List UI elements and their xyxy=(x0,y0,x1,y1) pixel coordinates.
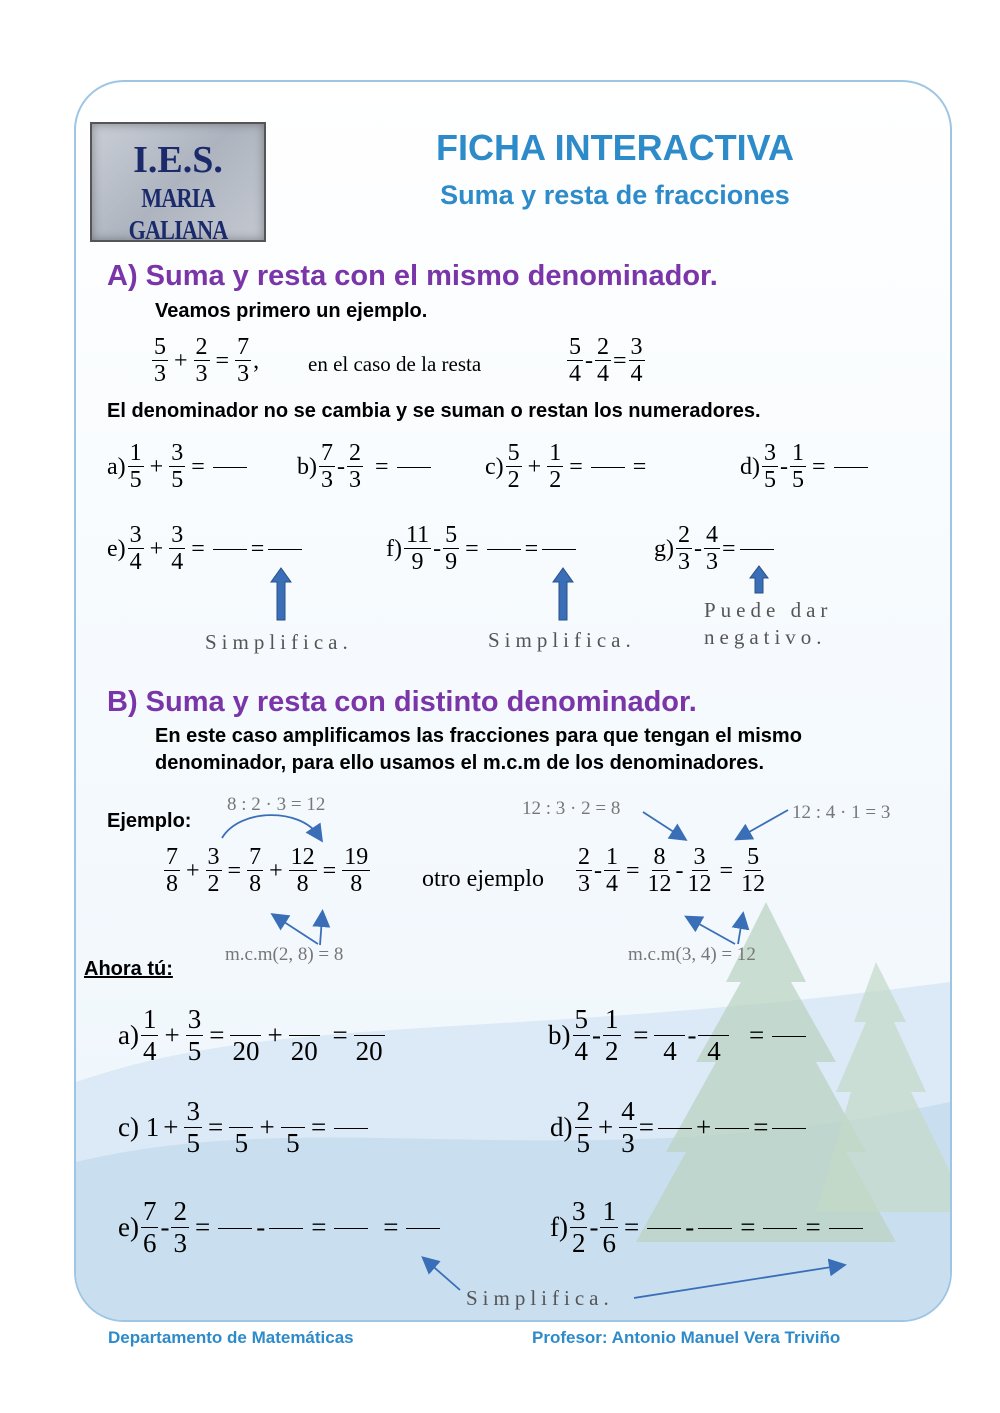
logo-line-1: I.E.S. xyxy=(133,139,223,181)
answer-fraction[interactable]: 4 xyxy=(698,1005,729,1067)
example-label: Ejemplo: xyxy=(107,810,192,832)
exercise-b-d: d) $\frac{2}{5}$ + $\frac{4}{3}$ = + = xyxy=(550,1097,810,1159)
arrow-simplify-left xyxy=(428,1262,460,1290)
section-b-title: B) Suma y resta con distinto denominador. xyxy=(107,686,697,718)
arrow-up-e xyxy=(271,568,291,620)
section-a-title: A) Suma y resta con el mismo denominador. xyxy=(107,260,718,292)
example-subtract: $\frac{5}{4}$ - $\frac{2}{4}$ = $\frac{3}{4}$ xyxy=(569,334,643,388)
arrow-lcm-2-right xyxy=(738,920,742,944)
example-2-note-left: 12 : 3 · 2 = 8 xyxy=(522,798,621,819)
example-1-note-top: 8 : 2 · 3 = 12 xyxy=(227,794,326,815)
section-a-rule: El denominador no se cambia y se suman o restan los numeradores. xyxy=(107,400,761,422)
example-sum: $\frac{5}{3}$ + $\frac{2}{3}$ = $\frac{7}{3}$ , xyxy=(154,334,260,388)
note-negative-2: negativo. xyxy=(704,625,827,649)
note-negative-1: Puede dar xyxy=(704,598,833,622)
arrow-note-right xyxy=(742,810,788,836)
exercise-b-b: b) $\frac{5}{4}$ - $\frac{1}{2}$ = 4 - 4 = xyxy=(548,1005,810,1067)
example-middle-text: en el caso de la resta xyxy=(308,352,482,376)
arrow-note-left xyxy=(643,812,680,836)
example-2-note-bottom: m.c.m(3, 4) = 12 xyxy=(628,944,756,965)
exercise-a-f: f) $\frac{11}{9}$ - $\frac{5}{9}$ = = xyxy=(386,522,580,577)
exercise-a-b: b) $\frac{7}{3}$ - $\frac{2}{3}$ = xyxy=(297,440,435,495)
footer-teacher: Profesor: Antonio Manuel Vera Triviño xyxy=(532,1328,841,1347)
arrow-up-f xyxy=(553,568,573,620)
arrow-lcm-1-right xyxy=(320,918,322,945)
example-2-middle-text: otro ejemplo xyxy=(422,866,544,892)
exercise-a-d: d) $\frac{3}{5}$ - $\frac{1}{5}$ = xyxy=(740,440,872,495)
note-simplify-b: Simplifica. xyxy=(466,1286,614,1310)
note-simplify-f: Simplifica. xyxy=(488,628,636,652)
section-a-intro: Veamos primero un ejemplo. xyxy=(155,300,428,322)
logo-line-2: MARIA GALIANA xyxy=(128,183,228,245)
note-simplify-e: Simplifica. xyxy=(205,630,353,654)
arrow-lcm-1-left xyxy=(278,918,318,944)
example-1-note-bottom: m.c.m(2, 8) = 8 xyxy=(225,944,344,965)
page-title: FICHA INTERACTIVA xyxy=(436,127,794,168)
now-you-label: Ahora tú: xyxy=(84,958,173,980)
answer-fraction[interactable]: 5 xyxy=(229,1097,253,1159)
exercise-b-a: a) $\frac{1}{4}$ + $\frac{3}{5}$ = 20 + 20 = 20 xyxy=(118,1004,383,1066)
exercise-b-f: f) $\frac{3}{2}$ - $\frac{1}{6}$ = - = = xyxy=(550,1197,867,1259)
exercise-a-a: a) $\frac{1}{5}$ + $\frac{3}{5}$ = xyxy=(107,440,251,495)
example-2: $\frac{2}{3}$ - $\frac{1}{4}$ = $\frac{8}{12}$ - $\frac{3}{12}$ = $\frac{5}{12}$ xyxy=(578,844,766,898)
arrow-lcm-2-left xyxy=(692,920,735,944)
answer-fraction[interactable]: 20 xyxy=(230,1005,261,1067)
answer-fraction[interactable]: 5 xyxy=(281,1097,305,1159)
answer-fraction[interactable]: 20 xyxy=(289,1005,320,1067)
arrow-simplify-right xyxy=(634,1266,838,1298)
arrow-curve-example-1 xyxy=(222,815,318,838)
footer-department: Departamento de Matemáticas xyxy=(108,1328,354,1347)
page-subtitle: Suma y resta de fracciones xyxy=(440,180,790,210)
arrow-up-g xyxy=(750,566,768,593)
exercise-a-g: g) $\frac{2}{3}$ - $\frac{4}{3}$ = xyxy=(654,522,778,577)
section-b-intro-1: En este caso amplificamos las fracciones para que tengan el mismo xyxy=(155,725,802,747)
exercise-a-e: e) $\frac{3}{4}$ + $\frac{3}{4}$ = = xyxy=(107,522,306,577)
exercise-b-e: e) $\frac{7}{6}$ - $\frac{2}{3}$ = - = = xyxy=(118,1197,444,1259)
answer-fraction[interactable]: 4 xyxy=(654,1005,685,1067)
section-b-intro-2: denominador, para ello usamos el m.c.m de los denominadores. xyxy=(155,752,765,774)
answer-fraction[interactable]: 20 xyxy=(354,1005,385,1067)
exercise-b-c: c) 1 + $\frac{3}{5}$ = 5 + 5 = xyxy=(118,1097,372,1159)
example-2-note-right: 12 : 4 · 1 = 3 xyxy=(792,802,891,823)
example-1: $\frac{7}{8}$ + $\frac{3}{2}$ = $\frac{7}{8}$ + $\frac{12}{8}$ = $\frac{19}{8}$ xyxy=(166,844,369,898)
exercise-a-c: c) $\frac{5}{2}$ + $\frac{1}{2}$ = = xyxy=(485,440,647,494)
